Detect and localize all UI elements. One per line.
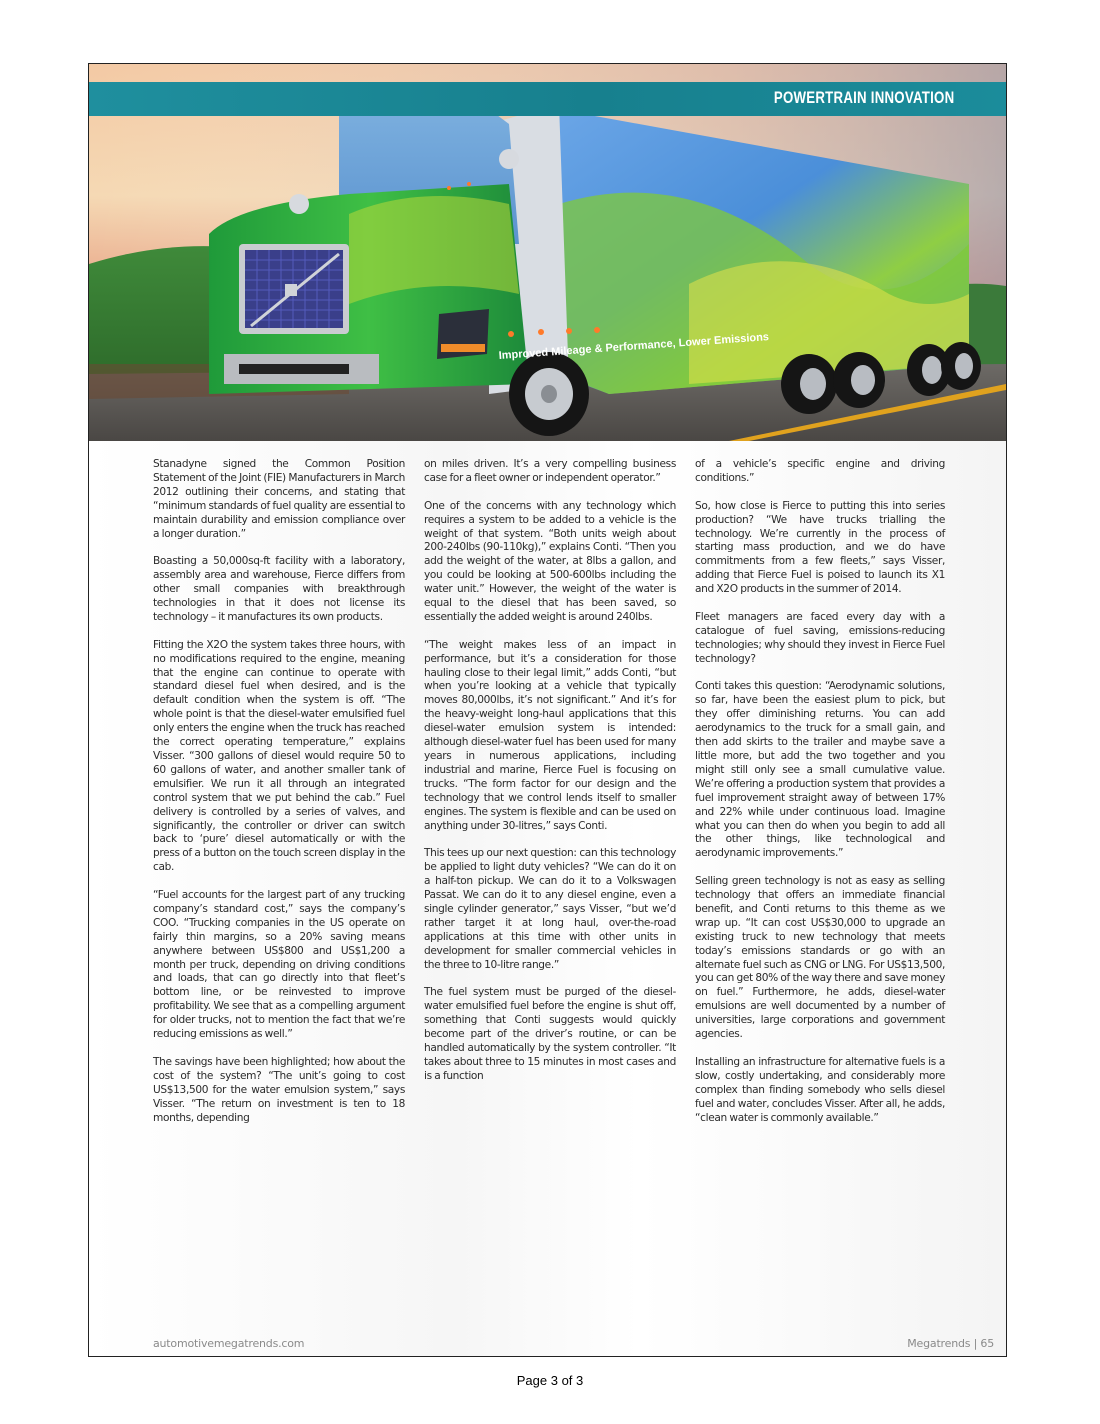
paragraph: Stanadyne signed the Common Position Statement of the Joint (FIE) Manufacturers in March 2012 outlining their concerns, and stating that “minimum standards of fuel quality are essential to maintain durability and emission compliance over a longer duration.”: [153, 458, 405, 540]
page-indicator: Page 3 of 3: [516, 1373, 584, 1388]
paragraph: “The weight makes less of an impact in performance, but it’s a consideration for those hauling close to their legal limit,” adds Conti, “but when you’re looking at a vehicle that typically moves 80,000lbs, it’s not significant.” And it’s for the heavy-weight long-haul applications that this diesel-water emulsion system is intended: although diesel-water fuel has been used for many years in numerous applications, including industrial and marine, Fierce Fuel is focusing on trucks. “The form factor for our design and the technology that we control lends itself to smaller engines. The system is flexible and can be used on anything under 30-litres,” says Conti.: [424, 638, 676, 832]
paragraph: The fuel system must be purged of the diesel-water emulsified fuel before the engine is shut off, something that Conti suggests would quickly become part of the driver’s routine, or can be handled automatically by the system controller. “It takes about three to 15 minutes in most cases and is a function: [424, 986, 676, 1082]
footer-page-number: Megatrends | 65: [907, 1337, 994, 1350]
paragraph: The savings have been highlighted; how about the cost of the system? “The unit’s going to cost US$13,500 for the water emulsion system,” says Visser. “The return on investment is ten to 18 months, depending: [153, 1055, 405, 1124]
cab-side-text: Improved Mileage & Performance, Lower Emissions: [498, 331, 770, 362]
magazine-page: [88, 63, 1007, 1357]
paragraph: “Fuel accounts for the largest part of any trucking company’s standard cost,” says the company’s COO. “Trucking companies in the US operate on fairly thin margins, so a 20% saving means anywhere between US$800 and US$1,200 a month per truck, depending on driving conditions and loads, that can go directly into that fleet’s bottom line, or be reinvested to improve profitability. We see that as a compelling argument for older trucks, not to mention the fact that we’re reducing emissions as well.”: [153, 889, 405, 1041]
article-column-2: [424, 458, 676, 1098]
paragraph: Fitting the X2O the system takes three hours, with no modifications required to the engine, meaning that the engine can continue to operate with standard diesel fuel when desired, and is the default condition when the system is off. “The whole point is that the diesel-water emulsified fuel only enters the engine when the truck has reached the correct operating temperature,” explains Visser. “300 gallons of diesel would require 50 to 60 gallons of water, and another smaller tank of emulsifier. We run it all through an integrated control system that we put behind the cab.” Fuel delivery is controlled by a series of valves, and significantly, the controller or driver can switch back to ‘pure’ diesel automatically or with the press of a button on the touch screen display in the cab.: [153, 638, 405, 874]
paragraph: Fleet managers are faced every day with a catalogue of fuel saving, emissions-reducing technologies; why should they invest in Fierce Fuel technology?: [695, 610, 945, 665]
truck-photo: [89, 64, 1006, 441]
paragraph: So, how close is Fierce to putting this into series production? “We have trucks trialling the technology. We’re currently in the process of starting mass production, and we do have commitments from a few fleets,” says Visser, adding that Fierce Fuel is poised to launch its X1 and X2O products in the summer of 2014.: [695, 499, 945, 596]
article-column-3: [695, 458, 945, 1139]
paragraph: This tees up our next question: can this technology be applied to light duty vehicles? “We can do it on a half-ton pickup. We can do it to a Volkswagen Passat. We can do it to any diesel engine, even a single cylinder generator,” says Visser, “but we’d rather target it at long haul, over-the-road applications at this time with other units in development for smaller commercial vehicles in the three to 10-litre range.”: [424, 847, 676, 971]
paragraph: of a vehicle’s specific engine and driving conditions.”: [695, 458, 945, 484]
paragraph: on miles driven. It’s a very compelling business case for a fleet owner or independent operator.”: [424, 458, 676, 484]
section-header-band: [89, 82, 1006, 116]
paragraph: Selling green technology is not as easy as selling technology that offers an immediate financial benefit, and Conti returns to this theme as we wrap up. “It can cost US$30,000 to upgrade an existing truck to new technology that meets today’s emissions standards or go with an alternate fuel such as CNG or LNG. For US$13,500, you can get 80% of the way there and save money on fuel.” Furthermore, he adds, diesel-water emulsions are well documented by a number of universities, large corporations and government agencies.: [695, 875, 945, 1041]
paragraph: Boasting a 50,000sq-ft facility with a laboratory, assembly area and warehouse, Fierce differs from other small companies with breakthrough technologies in that it does not license its technology – it manufactures its own products.: [153, 555, 405, 623]
section-title: POWERTRAIN INNOVATION: [773, 88, 954, 107]
paragraph: Conti takes this question: “Aerodynamic solutions, so far, have been the easiest plum to pick, but they offer diminishing returns. You can add aerodynamics to the truck for a small gain, and then add skirts to the trailer and maybe save a little more, but add the two together and you might still only see a small cumulative value. We’re offering a production system that provides a fuel improvement straight away of between 17% and 22% while under continuous load. Imagine what you can then do when you begin to add all the other things, like technological and aerodynamic improvements.”: [695, 680, 945, 860]
article-column-1: [153, 458, 405, 1139]
paragraph: One of the concerns with any technology which requires a system to be added to a vehicle is the weight of that system. “Both units weigh about 200-240lbs (90-110kg),” explains Conti. “Then you add the weight of the water, at 8lbs a gallon, and you could be looking at 500-600lbs including the water unit.” However, the weight of the water is equal to the diesel that has been saved, so essentially the added weight is around 240lbs.: [424, 499, 676, 623]
footer-website: automotivemegatrends.com: [153, 1337, 305, 1350]
paragraph: Installing an infrastructure for alternative fuels is a slow, costly undertaking, and considerably more complex than finding somebody who sells diesel fuel and water, concludes Visser. After all, he adds, “clean water is commonly available.”: [695, 1055, 945, 1124]
